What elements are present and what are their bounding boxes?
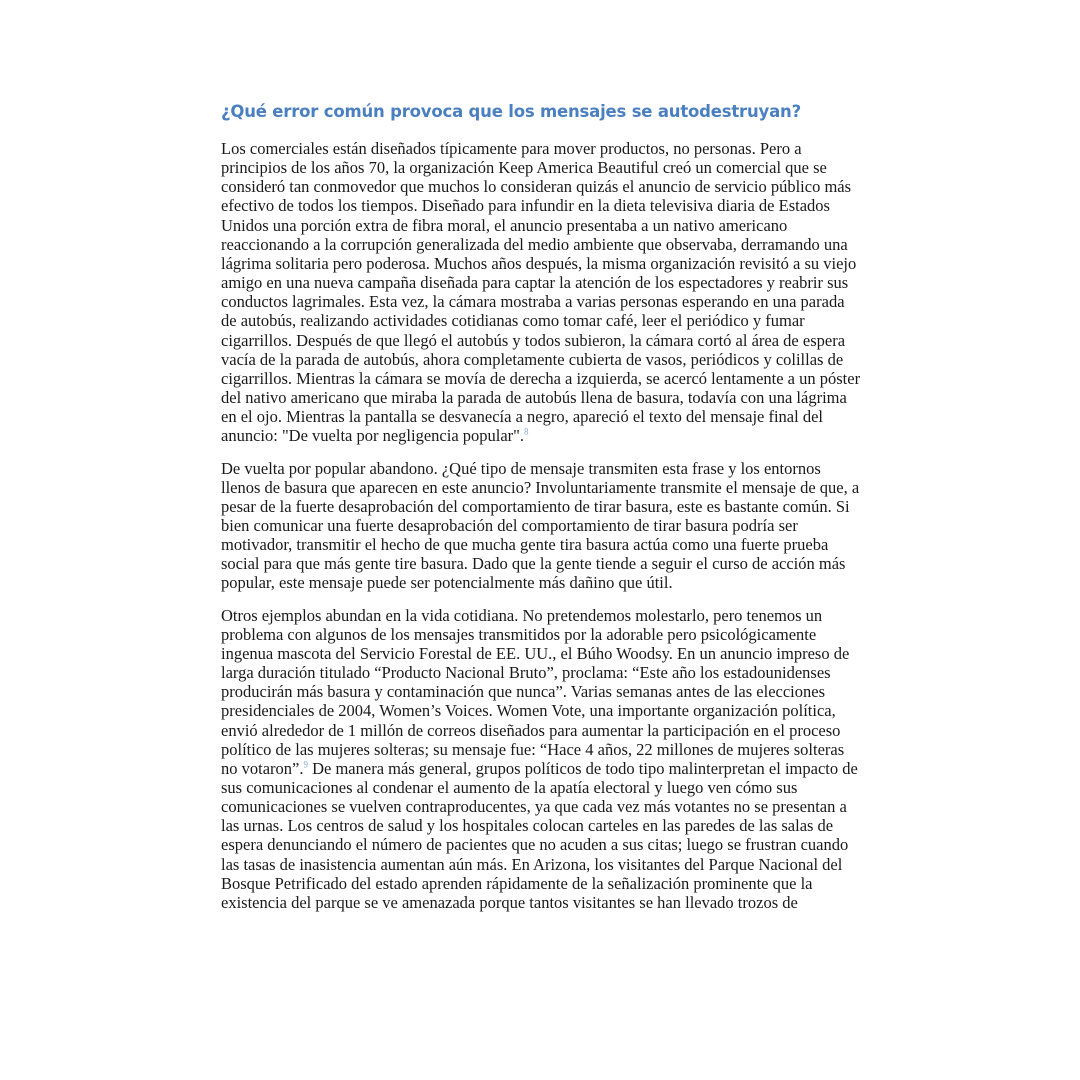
paragraph-3-text-after: De manera más general, grupos políticos de todo tipo malinterpretan el impacto de sus comunicaciones al condenar el aumento de la apatía electoral y luego ven cómo sus comunicaciones se vuelven contraproducentes, ya que cada vez más votantes no se presentan a las urnas. Los centros de salud y los hospitales colocan carteles en las paredes de las salas de espera denunciando el número de pacientes que no acuden a sus citas; luego se frustran cuando las tasas de inasistencia aumentan aún más. En Arizona, los visitantes del Parque Nacional del Bosque Petrificado del estado aprenden rápidamente de la señalización prominente que la existencia del parque se ve amenazada porque tantos visitantes se han llevado trozos de bbox=[221, 758, 858, 912]
paragraph-3-text-before: Otros ejemplos abundan en la vida cotidiana. No pretendemos molestarlo, pero tenemos un problema con algunos de los mensajes transmitidos por la adorable pero psicológicamente ingenua mascota del Servicio Forestal de EE. UU., el Búho Woodsy. En un anuncio impreso de larga duración titulado “Producto Nacional Bruto”, proclama: “Este año los estadounidenses producirán más basura y contaminación que nunca”. Varias semanas antes de las elecciones presidenciales de 2004, Women’s Voices. Women Vote, una importante organización política, envió alrededor de 1 millón de correos diseñados para aumentar la participación en el proceso político de las mujeres solteras; su mensaje fue: “Hace 4 años, 22 millones de mujeres solteras no votaron”. bbox=[221, 605, 850, 778]
section-heading: ¿Qué error común provoca que los mensajes se autodestruyan? bbox=[221, 102, 801, 121]
footnote-ref-9[interactable]: 9 bbox=[303, 759, 308, 770]
document-body bbox=[221, 100, 861, 925]
footnote-ref-8[interactable]: 8 bbox=[524, 426, 529, 437]
paragraph-1-text: Los comerciales están diseñados típicamente para mover productos, no personas. Pero a principios de los años 70, la organización Keep America Beautiful creó un comercial que se consideró tan conmovedor que muchos lo consideran quizás el anuncio de servicio público más efectivo de todos los tiempos. Diseñado para infundir en la dieta televisiva diaria de Estados Unidos una porción extra de fibra moral, el anuncio presentaba a un nativo americano reaccionando a la corrupción generalizada del medio ambiente que observaba, derramando una lágrima solitaria pero poderosa. Muchos años después, la misma organización revisitó a su viejo amigo en una nueva campaña diseñada para captar la atención de los espectadores y reabrir sus conductos lagrimales. Esta vez, la cámara mostraba a varias personas esperando en una parada de autobús, realizando actividades cotidianas como tomar café, leer el periódico y fumar cigarrillos. Después de que llegó el autobús y todos subieron, la cámara cortó al área de espera vacía de la parada de autobús, ahora completamente cubierta de vasos, periódicos y colillas de cigarrillos. Mientras la cámara se movía de derecha a izquierda, se acercó lentamente a un póster del nativo americano que miraba la parada de autobús llena de basura, todavía con una lágrima en el ojo. Mientras la pantalla se desvanecía a negro, apareció el texto del mensaje final del anuncio: "De vuelta por negligencia popular". bbox=[221, 139, 861, 446]
paragraph-1 bbox=[221, 139, 861, 446]
paragraph-3 bbox=[221, 606, 861, 913]
paragraph-2: De vuelta por popular abandono. ¿Qué tipo de mensaje transmiten esta frase y los entornos llenos de basura que aparecen en este anuncio? Involuntariamente transmite el mensaje de que, a pesar de la fuerte desaprobación del comportamiento de tirar basura, este es bastante común. Si bien comunicar una fuerte desaprobación del comportamiento de tirar basura podría ser motivador, transmitir el hecho de que mucha gente tira basura actúa como una fuerte prueba social para que más gente tire basura. Dado que la gente tiende a seguir el curso de acción más popular, este mensaje puede ser potencialmente más dañino que útil. bbox=[221, 458, 860, 593]
